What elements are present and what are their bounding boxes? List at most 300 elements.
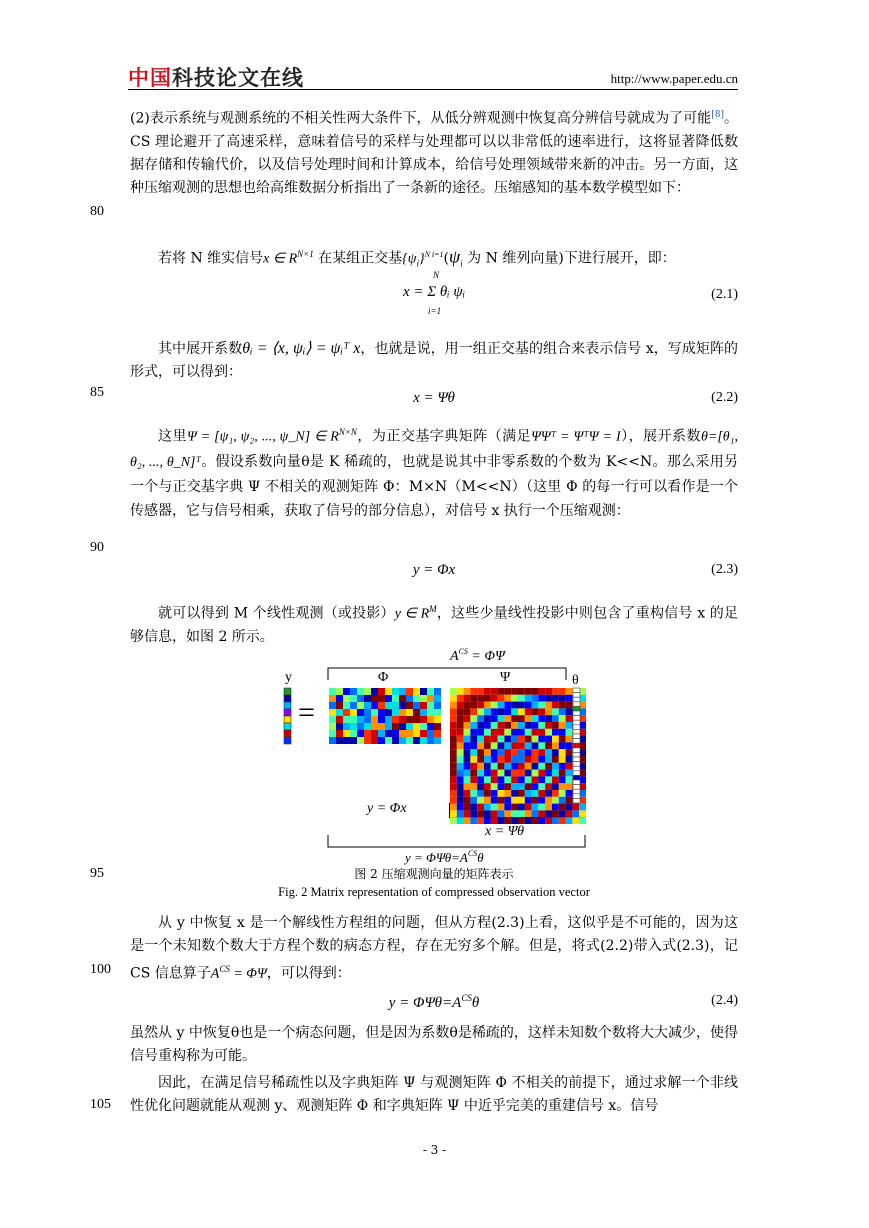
phi-matrix-cell [336, 723, 343, 730]
psi-matrix-cell [498, 776, 505, 783]
phi-matrix-cell [392, 730, 399, 737]
phi-matrix-cell [329, 709, 336, 716]
psi-matrix-cell [532, 810, 539, 817]
psi-matrix-cell [566, 776, 573, 783]
sum-upper-limit: N [433, 270, 440, 280]
phi-matrix-cell [385, 702, 392, 709]
psi-matrix-cell [498, 770, 505, 777]
acs-bracket [328, 668, 566, 680]
psi-matrix-cell [545, 715, 552, 722]
psi-matrix-cell [525, 688, 532, 695]
psi-matrix-cell [457, 804, 464, 811]
paragraph-projection: 就可以得到 M 个线性观测（或投影）y ∈ $R^M$，这些少量线性投影中则包含了重构信号 x 的足够信息，如图 2 所示。 [130, 604, 738, 645]
psi-matrix-cell [538, 715, 545, 722]
theta-vector-cell [573, 752, 580, 757]
psi-matrix-cell [477, 756, 484, 763]
phi-matrix-cell [392, 695, 399, 702]
psi-matrix-cell [566, 810, 573, 817]
phi-matrix-cell [364, 688, 371, 695]
psi-matrix-cell [559, 790, 566, 797]
psi-matrix-cell [484, 715, 491, 722]
psi-matrix-cell [450, 702, 457, 709]
psi-matrix-cell [498, 810, 505, 817]
psi-matrix-cell [464, 817, 471, 824]
psi-matrix-cell [545, 804, 552, 811]
psi-matrix-cell [559, 817, 566, 824]
psi-matrix-cell [511, 763, 518, 770]
header-url[interactable]: http://www.paper.edu.cn [610, 71, 738, 86]
psi-matrix-cell [484, 736, 491, 743]
psi-matrix-cell [504, 804, 511, 811]
psi-matrix-cell [566, 736, 573, 743]
phi-matrix-cell [343, 702, 350, 709]
psi-matrix-cell [504, 708, 511, 715]
psi-matrix-cell [511, 790, 518, 797]
phi-label: Φ [378, 670, 389, 685]
psi-matrix-cell [464, 742, 471, 749]
psi-matrix-cell [457, 749, 464, 756]
psi-matrix-cell [464, 776, 471, 783]
psi-matrix-cell [559, 695, 566, 702]
phi-matrix-cell [371, 730, 378, 737]
psi-matrix-cell [545, 776, 552, 783]
psi-matrix-cell [450, 756, 457, 763]
psi-matrix-cell [457, 790, 464, 797]
phi-matrix-cell [385, 730, 392, 737]
psi-matrix-cell [566, 708, 573, 715]
psi-matrix-cell [470, 695, 477, 702]
psi-matrix-cell [477, 817, 484, 824]
psi-matrix-cell [450, 695, 457, 702]
psi-matrix-cell [566, 763, 573, 770]
psi-matrix-cell [477, 797, 484, 804]
phi-matrix-cell [434, 730, 441, 737]
phi-matrix-cell [364, 716, 371, 723]
y-vector-cell [284, 723, 291, 730]
psi-matrix-cell [525, 729, 532, 736]
psi-matrix-cell [470, 708, 477, 715]
psi-matrix-cell [450, 736, 457, 743]
psi-matrix-cell [552, 783, 559, 790]
phi-matrix-cell [350, 716, 357, 723]
paragraph-intro: (2)表示系统与观测系统的不相关性两大条件下，从低分辨观测中恢复高分辨信号就成为了可能[8]。CS 理论避开了高速采样，意味着信号的采样与处理都可以以非常低的速率进行，这将显著降低数据存储和传输代价，以及信号处理时间和计算成本，给信号处理领域带来新的冲击。另一方面，这种压缩观测的思想也给高维数据分析指出了一条新的途径。压缩感知的基本数学模型如下： [130, 110, 738, 196]
phi-matrix-cell [329, 737, 336, 744]
psi-matrix-cell [579, 817, 586, 824]
psi-matrix-cell [511, 817, 518, 824]
phi-matrix-cell [336, 737, 343, 744]
psi-matrix-cell [566, 688, 573, 695]
psi-matrix-cell [566, 742, 573, 749]
theta-vector-cell [573, 711, 580, 716]
psi-matrix-cell [538, 756, 545, 763]
psi-matrix-cell [450, 763, 457, 770]
psi-matrix-cell [498, 729, 505, 736]
psi-matrix-cell [457, 715, 464, 722]
phi-matrix-cell [329, 730, 336, 737]
psi-matrix-cell [498, 715, 505, 722]
psi-matrix-cell [457, 810, 464, 817]
phi-matrix-cell [399, 702, 406, 709]
phi-matrix-cell [336, 688, 343, 695]
psi-matrix-cell [491, 797, 498, 804]
psi-matrix-cell [498, 763, 505, 770]
phi-matrix-cell [427, 737, 434, 744]
logo-text: 科技论文在线 [172, 66, 304, 90]
psi-matrix-cell [532, 749, 539, 756]
y-vector-cell [284, 702, 291, 709]
phi-matrix-cell [357, 695, 364, 702]
psi-matrix-cell [525, 776, 532, 783]
paragraph-sparsity: 虽然从 y 中恢复θ也是一个病态问题，但是因为系数θ是稀疏的，这样未知数个数将大大减少，使得信号重构称为可能。 [130, 1025, 738, 1064]
theta-vector-cell [573, 771, 580, 776]
equation-formula: y = Φx [412, 562, 456, 578]
phi-matrix-cell [378, 737, 385, 744]
x-psi-theta-equation: x = Ψθ [485, 824, 525, 839]
theta-vector-cell [573, 688, 580, 693]
phi-matrix-cell [385, 709, 392, 716]
phi-matrix-cell [392, 723, 399, 730]
psi-matrix-cell [504, 817, 511, 824]
psi-matrix-cell [457, 783, 464, 790]
psi-matrix-cell [545, 763, 552, 770]
phi-matrix-cell [371, 702, 378, 709]
phi-matrix-cell [420, 695, 427, 702]
theta-vector-cell [573, 697, 580, 702]
psi-matrix-cell [484, 783, 491, 790]
psi-matrix-cell [464, 749, 471, 756]
line-number: 85 [90, 385, 104, 400]
phi-matrix-cell [427, 688, 434, 695]
psi-matrix-cell [450, 722, 457, 729]
psi-matrix-cell [498, 722, 505, 729]
phi-matrix-cell [385, 737, 392, 744]
phi-matrix-cell [336, 730, 343, 737]
theta-vector-cell [573, 748, 580, 753]
psi-matrix-cell [464, 736, 471, 743]
psi-matrix-cell [491, 783, 498, 790]
psi-matrix-cell [518, 722, 525, 729]
psi-matrix-cell [566, 804, 573, 811]
psi-matrix-cell [464, 756, 471, 763]
psi-matrix-cell [525, 804, 532, 811]
phi-matrix-cell [329, 702, 336, 709]
psi-matrix-cell [552, 702, 559, 709]
y-vector-cell [284, 716, 291, 723]
phi-matrix-cell [399, 730, 406, 737]
psi-matrix-cell [532, 763, 539, 770]
psi-matrix-cell [566, 817, 573, 824]
psi-matrix-cell [504, 770, 511, 777]
psi-matrix-cell [559, 749, 566, 756]
sum-lower-limit: i=1 [428, 306, 442, 316]
psi-matrix-cell [525, 783, 532, 790]
psi-matrix-cell [504, 702, 511, 709]
psi-matrix-cell [498, 817, 505, 824]
psi-matrix-cell [518, 817, 525, 824]
psi-matrix-cell [545, 688, 552, 695]
psi-matrix-cell [538, 797, 545, 804]
phi-matrix-cell [413, 716, 420, 723]
psi-matrix-cell [532, 770, 539, 777]
psi-matrix-cell [566, 715, 573, 722]
psi-matrix-cell [552, 790, 559, 797]
psi-matrix-cell [491, 776, 498, 783]
equation-formula: $y = \Phi\Psi\theta=A^{CS}\theta$ [388, 993, 480, 1011]
theta-vector-cell [573, 743, 580, 748]
psi-matrix-cell [559, 770, 566, 777]
psi-matrix-cell [559, 756, 566, 763]
y-vector-cell [284, 730, 291, 737]
psi-matrix-cell [457, 817, 464, 824]
psi-matrix-cell [477, 688, 484, 695]
psi-matrix-cell [545, 722, 552, 729]
psi-matrix-cell [491, 742, 498, 749]
phi-matrix-cell [385, 723, 392, 730]
psi-matrix-cell [498, 742, 505, 749]
phi-matrix-cell [371, 716, 378, 723]
psi-matrix-cell [504, 783, 511, 790]
psi-matrix-cell [538, 722, 545, 729]
phi-matrix-cell [378, 702, 385, 709]
phi-matrix-cell [420, 723, 427, 730]
psi-matrix-cell [532, 804, 539, 811]
psi-matrix-cell [579, 804, 586, 811]
psi-matrix-cell [504, 797, 511, 804]
psi-matrix-cell [470, 797, 477, 804]
psi-matrix-cell [457, 702, 464, 709]
phi-matrix-cell [392, 737, 399, 744]
psi-matrix-cell [504, 790, 511, 797]
psi-matrix-cell [525, 708, 532, 715]
psi-matrix-cell [484, 722, 491, 729]
psi-matrix-cell [525, 722, 532, 729]
psi-matrix-cell [545, 729, 552, 736]
psi-matrix-cell [491, 729, 498, 736]
psi-matrix-cell [450, 790, 457, 797]
psi-matrix-cell [525, 695, 532, 702]
psi-matrix-cell [464, 783, 471, 790]
psi-matrix-cell [504, 763, 511, 770]
psi-matrix-cell [457, 729, 464, 736]
phi-matrix-cell [406, 695, 413, 702]
psi-matrix-cell [559, 708, 566, 715]
psi-matrix-cell [450, 715, 457, 722]
psi-matrix-cell [504, 715, 511, 722]
phi-matrix-cell [371, 723, 378, 730]
psi-matrix-cell [566, 756, 573, 763]
psi-matrix-cell [518, 715, 525, 722]
phi-matrix-cell [420, 702, 427, 709]
psi-matrix-cell [470, 736, 477, 743]
psi-matrix-cell [532, 688, 539, 695]
psi-matrix-cell [464, 797, 471, 804]
psi-matrix-cell [518, 688, 525, 695]
psi-matrix-cell [457, 797, 464, 804]
phi-matrix-cell [420, 709, 427, 716]
psi-matrix-cell [538, 749, 545, 756]
psi-matrix-cell [491, 810, 498, 817]
phi-matrix-cell [413, 709, 420, 716]
psi-matrix-cell [532, 702, 539, 709]
line-number: 95 [90, 866, 104, 881]
phi-matrix-cell [357, 737, 364, 744]
psi-matrix-cell [538, 770, 545, 777]
psi-matrix-cell [511, 749, 518, 756]
psi-matrix-cell [511, 688, 518, 695]
psi-matrix-cell [477, 763, 484, 770]
psi-matrix-cell [464, 695, 471, 702]
phi-matrix-cell [399, 723, 406, 730]
psi-matrix-cell [545, 756, 552, 763]
psi-matrix-cell [491, 763, 498, 770]
paragraph-recovery: 从 y 中恢复 x 是一个解线性方程组的问题，但从方程(2.3)上看，这似乎是不可能的，因为这是一个未知数个数大于方程个数的病态方程，存在无穷多个解。但是，将式(2.2)带入式(2.3)，记 CS 信息算子$A^{CS} = \Phi\Psi$，可以得到： [130, 915, 738, 982]
phi-matrix-cell [343, 709, 350, 716]
phi-matrix-cell [427, 702, 434, 709]
psi-matrix-cell [511, 742, 518, 749]
psi-matrix-cell [538, 790, 545, 797]
psi-matrix-cell [504, 736, 511, 743]
theta-vector-cell [573, 766, 580, 771]
phi-matrix-cell [357, 688, 364, 695]
psi-matrix-cell [457, 688, 464, 695]
theta-vector-cell [573, 725, 580, 730]
equation-number: (2.3) [711, 562, 738, 577]
psi-matrix-cell [552, 770, 559, 777]
theta-label: θ [572, 673, 579, 688]
phi-matrix-cell [364, 730, 371, 737]
psi-matrix-cell [457, 763, 464, 770]
psi-matrix-cell [545, 695, 552, 702]
paragraph-expansion: 若将 N 维实信号x ∈ $R^{N\times 1}$ 在某组正交基$\{\psi_i\}^{N i=1}(\psi_i$ 为 N 维列向量)下进行展开，即： [158, 246, 676, 269]
phi-matrix-cell [378, 695, 385, 702]
y-phi-x-equation: y = Φx [367, 801, 407, 816]
psi-matrix-cell [532, 756, 539, 763]
phi-matrix-cell [336, 702, 343, 709]
psi-matrix-cell [511, 708, 518, 715]
psi-matrix-cell [477, 715, 484, 722]
psi-matrix-cell [552, 729, 559, 736]
psi-matrix-cell [511, 695, 518, 702]
psi-matrix-cell [538, 708, 545, 715]
psi-matrix-cell [525, 763, 532, 770]
phi-matrix-cell [413, 723, 420, 730]
acs-label: $A^{CS} = \Phi\Psi$ [450, 647, 505, 664]
psi-matrix-cell [470, 756, 477, 763]
psi-matrix-cell [457, 695, 464, 702]
phi-matrix-cell [371, 737, 378, 744]
psi-matrix-cell [450, 742, 457, 749]
psi-matrix-cell [477, 695, 484, 702]
psi-matrix-cell [545, 810, 552, 817]
psi-matrix-cell [552, 756, 559, 763]
psi-matrix-cell [532, 695, 539, 702]
phi-matrix-cell [343, 737, 350, 744]
phi-matrix-cell [434, 702, 441, 709]
psi-matrix-cell [545, 817, 552, 824]
psi-matrix-cell [518, 742, 525, 749]
phi-matrix-cell [343, 730, 350, 737]
psi-matrix-cell [532, 736, 539, 743]
psi-matrix-cell [552, 736, 559, 743]
psi-matrix-cell [470, 770, 477, 777]
phi-matrix-cell [392, 716, 399, 723]
psi-matrix-cell [532, 729, 539, 736]
psi-matrix-cell [511, 722, 518, 729]
psi-matrix-cell [525, 817, 532, 824]
psi-matrix-cell [566, 783, 573, 790]
psi-matrix-cell [511, 729, 518, 736]
psi-matrix-cell [470, 729, 477, 736]
psi-matrix-cell [552, 749, 559, 756]
psi-matrix-cell [566, 722, 573, 729]
phi-matrix-cell [364, 737, 371, 744]
equation-number: (2.2) [711, 390, 738, 405]
psi-matrix-cell [525, 749, 532, 756]
psi-matrix-cell [511, 702, 518, 709]
psi-matrix-cell [538, 783, 545, 790]
psi-matrix-cell [470, 715, 477, 722]
psi-matrix-cell [491, 790, 498, 797]
psi-matrix-cell [532, 776, 539, 783]
psi-matrix-cell [545, 742, 552, 749]
phi-matrix-cell [413, 730, 420, 737]
psi-matrix-cell [498, 797, 505, 804]
psi-matrix-cell [559, 729, 566, 736]
psi-matrix-cell [518, 695, 525, 702]
psi-matrix-cell [477, 810, 484, 817]
psi-matrix-cell [559, 722, 566, 729]
equation-2-4 [130, 993, 738, 1015]
psi-matrix-cell [484, 817, 491, 824]
psi-matrix-cell [545, 749, 552, 756]
psi-matrix-cell [484, 708, 491, 715]
phi-matrix-cell [350, 737, 357, 744]
psi-matrix-cell [566, 749, 573, 756]
figure-caption-cn: 图 2 压缩观测向量的矩阵表示 [354, 867, 514, 881]
citation-link[interactable]: [8] [711, 110, 724, 120]
psi-matrix-cell [538, 804, 545, 811]
psi-matrix-cell [552, 722, 559, 729]
paragraph-reconstruction: 因此，在满足信号稀疏性以及字典矩阵 Ψ 与观测矩阵 Φ 不相关的前提下，通过求解一个非线性优化问题就能从观测 y、观测矩阵 Φ 和字典矩阵 Ψ 中近乎完美的重建信号 x。信号 [130, 1075, 738, 1114]
psi-matrix-cell [525, 715, 532, 722]
psi-matrix-cell [450, 708, 457, 715]
psi-matrix-cell [491, 722, 498, 729]
phi-matrix-cell [420, 716, 427, 723]
psi-matrix-cell [457, 756, 464, 763]
psi-matrix-cell [470, 702, 477, 709]
psi-matrix-cell [532, 722, 539, 729]
psi-matrix-cell [470, 763, 477, 770]
psi-matrix-cell [484, 804, 491, 811]
psi-matrix-cell [477, 790, 484, 797]
psi-matrix-cell [470, 742, 477, 749]
line-number: 105 [90, 1097, 111, 1112]
page-number: - 3 - [422, 1143, 447, 1157]
phi-matrix-cell [350, 695, 357, 702]
phi-matrix-cell [399, 688, 406, 695]
phi-matrix-cell [406, 702, 413, 709]
psi-matrix-cell [559, 804, 566, 811]
psi-matrix-cell [525, 790, 532, 797]
psi-matrix-cell [457, 708, 464, 715]
psi-matrix-cell [484, 702, 491, 709]
theta-vector-cell [573, 739, 580, 744]
psi-matrix-cell [566, 770, 573, 777]
psi-matrix-cell [566, 729, 573, 736]
psi-matrix-cell [491, 756, 498, 763]
psi-matrix-cell [559, 783, 566, 790]
psi-matrix-cell [552, 776, 559, 783]
